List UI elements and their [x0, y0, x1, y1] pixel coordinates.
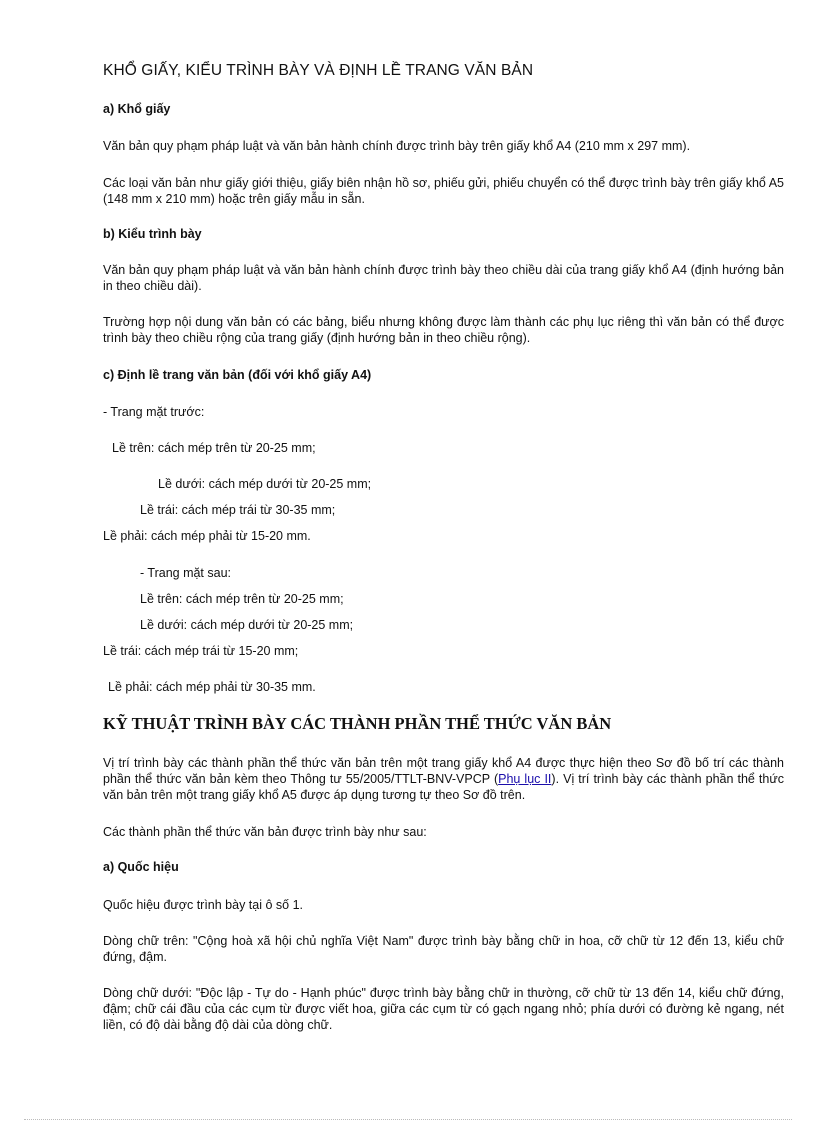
paragraph: Dòng chữ dưới: "Độc lập - Tự do - Hạnh phúc" được trình bày bằng chữ in thường, cỡ chữ từ 13 đến 14, kiểu chữ đứng, đậm; chữ cái đầu của các cụm từ được viết hoa, giữa các cụm từ có gạch ngang nhỏ; phía dưới có đường kẻ ngang, nét liền, có độ dài bằng độ dài của dòng chữ. — [103, 986, 784, 1032]
margin-line: Lề dưới: cách mép dưới từ 20-25 mm; — [158, 477, 372, 491]
paragraph: Trường hợp nội dung văn bản có các bảng, biểu nhưng không được làm thành các phụ lục riêng thì văn bản có thể được trình bày theo chiều rộng của trang giấy (định hướng bản in theo chiều rộng). — [103, 315, 784, 345]
margin-line: Lề dưới: cách mép dưới từ 20-25 mm; — [140, 618, 354, 632]
paragraph: Các thành phần thể thức văn bản được trình bày như sau: — [103, 825, 427, 839]
section-title: KỸ THUẬT TRÌNH BÀY CÁC THÀNH PHẦN THỂ THỨC VĂN BẢN — [103, 714, 612, 733]
paragraph: Các loại văn bản như giấy giới thiệu, giấy biên nhận hồ sơ, phiếu gửi, phiếu chuyển có thể được trình bày trên giấy khổ A5 (148 mm x 210 mm) hoặc trên giấy mẫu in sẵn. — [103, 176, 784, 206]
paragraph: Văn bản quy phạm pháp luật và văn bản hành chính được trình bày theo chiều dài của trang giấy khổ A4 (định hướng bản in theo chiều dài). — [103, 263, 784, 293]
section-heading-kho-giay: a) Khổ giấy — [103, 102, 171, 116]
margin-line: Lề phải: cách mép phải từ 30-35 mm. — [108, 680, 316, 694]
section-heading-kieu-trinh-bay: b) Kiểu trình bày — [103, 227, 202, 241]
paragraph: Quốc hiệu được trình bày tại ô số 1. — [103, 898, 304, 912]
margin-line: Lề trái: cách mép trái từ 30-35 mm; — [140, 503, 336, 517]
margin-line: Lề trái: cách mép trái từ 15-20 mm; — [103, 644, 299, 658]
margin-line: Lề phải: cách mép phải từ 15-20 mm. — [103, 529, 311, 543]
section-heading-quoc-hieu: a) Quốc hiệu — [103, 860, 179, 874]
paragraph: Dòng chữ trên: "Cộng hoà xã hội chủ nghĩa Việt Nam" được trình bày bằng chữ in hoa, cỡ chữ từ 12 đến 13, kiểu chữ đứng, đậm. — [103, 934, 784, 964]
paragraph: Văn bản quy phạm pháp luật và văn bản hành chính được trình bày trên giấy khổ A4 (210 mm x 297 mm). — [103, 139, 691, 153]
paragraph-text: ). Vị trí trình bày các thành phần thể thức văn bản trên một trang giấy khổ A5 được áp dụng tương tự theo Sơ đồ trên. — [103, 772, 784, 802]
back-page-label: - Trang mặt sau: — [140, 566, 232, 580]
front-page-label: - Trang mặt trước: — [103, 405, 205, 419]
page-bottom-divider — [24, 1119, 792, 1120]
section-heading-dinh-le: c) Định lề trang văn bản (đối với khổ giấy A4) — [103, 368, 372, 382]
page-title: KHỔ GIẤY, KIỂU TRÌNH BÀY VÀ ĐỊNH LỀ TRANG VĂN BẢN — [103, 62, 534, 79]
paragraph-text: Vị trí trình bày các thành phần thể thức văn bản trên một trang giấy khổ A4 được thực hiện theo Sơ đồ bố trí các thành phần thể thức văn bản kèm theo Thông tư 55/2005/TTLT-BNV-VPCP ( — [103, 756, 784, 786]
paragraph — [103, 755, 784, 803]
appendix-link[interactable]: Phụ lục II — [498, 772, 552, 786]
margin-line: Lề trên: cách mép trên từ 20-25 mm; — [112, 441, 316, 455]
margin-line: Lề trên: cách mép trên từ 20-25 mm; — [140, 592, 344, 606]
